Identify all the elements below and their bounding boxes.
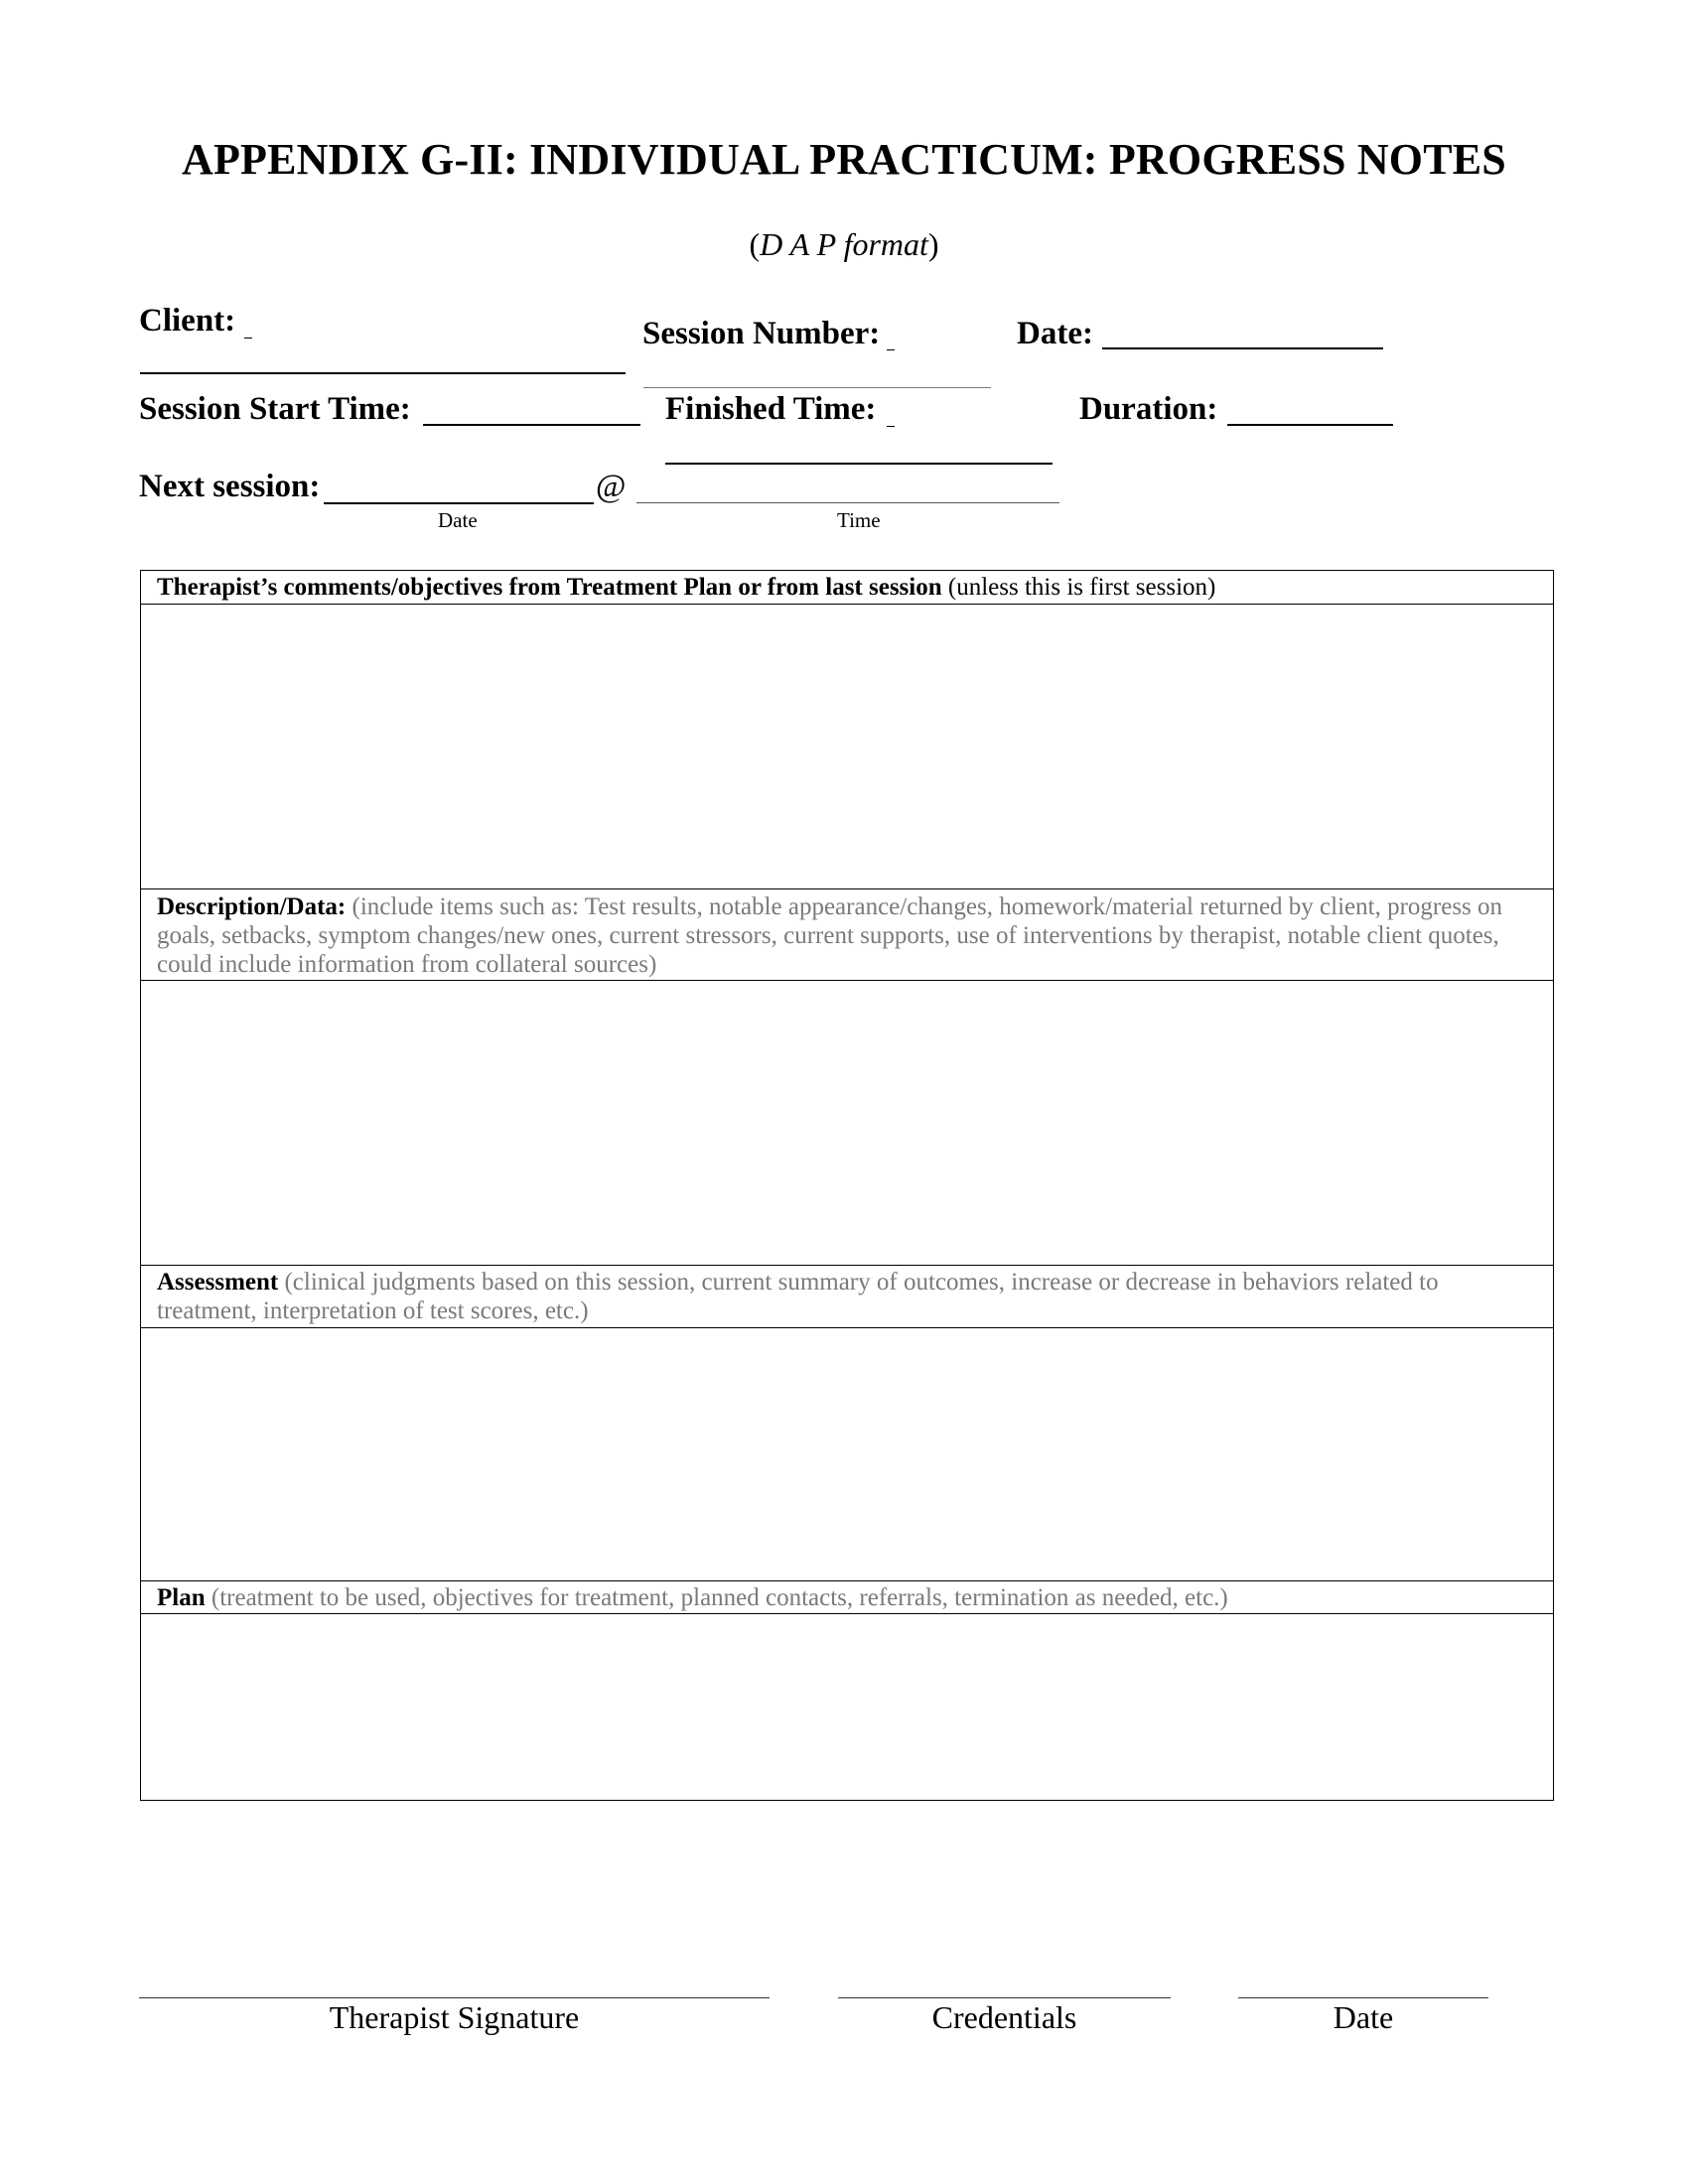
credentials-label: Credentials <box>931 1999 1077 2035</box>
at-symbol: @ <box>596 469 627 504</box>
client-field-start[interactable] <box>244 338 252 339</box>
session-number-field[interactable] <box>643 387 991 388</box>
duration-label: Duration: <box>1079 391 1218 427</box>
therapist-signature-label: Therapist Signature <box>329 1999 580 2035</box>
comments-entry-area[interactable] <box>141 605 1553 888</box>
next-session-label: Next session: <box>139 469 321 504</box>
page-title: APPENDIX G-II: INDIVIDUAL PRACTICUM: PROGRESS NOTES <box>182 135 1506 184</box>
signature-date-line[interactable] <box>1238 1997 1488 1998</box>
date-label: Date: <box>1017 316 1093 351</box>
progress-notes-form <box>140 570 1554 1801</box>
assessment-entry-area[interactable] <box>141 1328 1553 1580</box>
session-number-label: Session Number: <box>642 316 881 351</box>
time-caption: Time <box>837 508 881 532</box>
description-entry-area[interactable] <box>141 981 1553 1265</box>
credentials-line[interactable] <box>838 1997 1171 1998</box>
signature-date-label: Date <box>1333 1999 1394 2035</box>
plan-section-header: Plan (treatment to be used, objectives for treatment, planned contacts, referrals, termination as needed, etc.) <box>157 1584 1228 1611</box>
date-field[interactable] <box>1102 347 1383 349</box>
finished-time-label: Finished Time: <box>665 391 877 427</box>
date-caption: Date <box>438 508 478 532</box>
page-subtitle: (D A P format) <box>749 226 939 262</box>
comments-section-header: Therapist’s comments/objectives from Treatment Plan or from last session (unless this is first session) <box>157 574 1216 601</box>
finished-time-field[interactable] <box>665 463 1053 465</box>
client-label: Client: <box>139 303 236 339</box>
duration-field[interactable] <box>1227 424 1393 426</box>
description-section-header: Description/Data: (include items such as: Test results, notable appearance/changes, homework/material returned by client, progress on goals, setbacks, symptom changes/new ones, current stressors, current supports, use of interventions by therapist, notable client quotes, could include information from collateral sources) <box>157 893 1503 978</box>
assessment-section-header: Assessment (clinical judgments based on this session, current summary of outcomes, increase or decrease in behaviors related to treatment, interpretation of test scores, etc.) <box>157 1269 1439 1324</box>
plan-entry-area[interactable] <box>141 1614 1553 1799</box>
format-name: D A P format <box>760 226 928 262</box>
session-number-field-start[interactable] <box>887 349 895 350</box>
therapist-signature-line[interactable] <box>139 1997 770 1998</box>
finished-time-field-start[interactable] <box>887 426 895 427</box>
session-start-time-label: Session Start Time: <box>139 391 411 427</box>
next-session-time-field[interactable] <box>636 502 1059 503</box>
session-start-time-field[interactable] <box>423 424 640 426</box>
client-field[interactable] <box>140 372 626 374</box>
next-session-date-field[interactable] <box>324 502 594 504</box>
divider <box>141 888 1553 889</box>
